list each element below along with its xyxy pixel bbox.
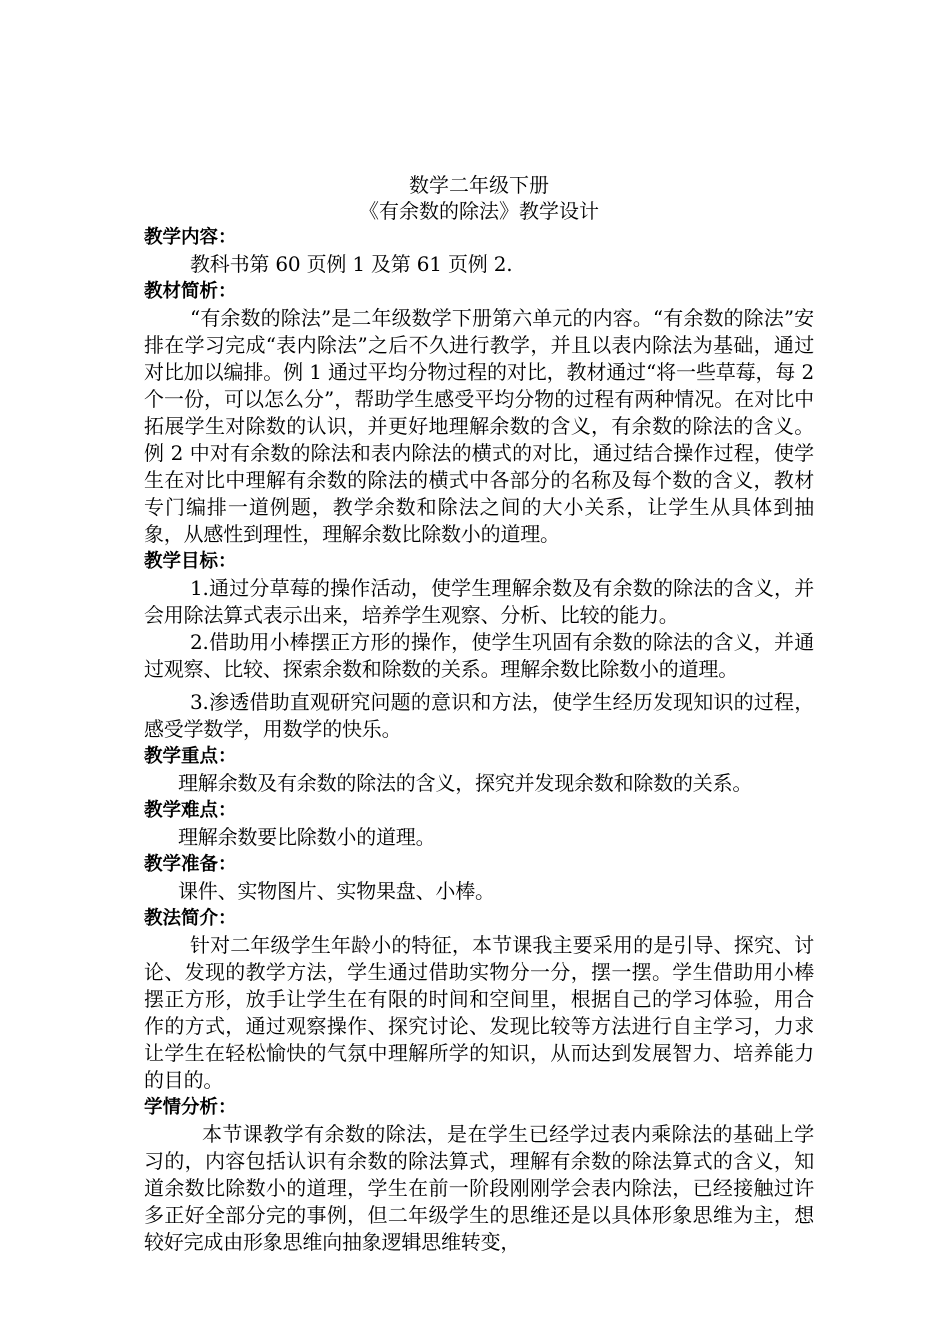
heading-method: 教法简介： — [144, 908, 237, 929]
goal-item-2: 2.借助用小棒摆正方形的操作，使学生巩固有余数的除法的含义，并通过观察、比较、探索余数和除数的关系。理解余数比除数小的道理。 — [144, 630, 814, 681]
analysis-text: “有余数的除法”是二年级数学下册第六单元的内容。“有余数的除法”安排在学习完成“表内除法”之后不久进行教学，并且以表内除法为基础，通过对比加以编排。例 1 通过平均分物过程的对比，教材通过“将一些草莓，每 2 个一份，可以怎么分”，帮助学生感受平均分物的过程有两种情况。在对比中拓展学生对除数的认识，并更好地理解余数的含义，有余数的除法的含义。例 2 中对有余数的除法和表内除法的横式的对比，通过结合操作过程，使学生在对比中理解有余数的除法的横式中各部分的名称及每个数的含义，教材专门编排一道例题，教学余数和除法之间的大小关系，让学生从具体到抽象，从感性到理性，理解余数比除数小的道理。 — [144, 306, 814, 546]
key-points-text: 理解余数及有余数的除法的含义，探究并发现余数和除数的关系。 — [178, 771, 753, 795]
goal-item-1: 1.通过分草莓的操作活动，使学生理解余数及有余数的除法的含义，并会用除法算式表示出来，培养学生观察、分析、比较的能力。 — [144, 576, 814, 627]
document-page — [144, 172, 814, 1256]
students-text: 本节课教学有余数的除法，是在学生已经学过表内乘除法的基础上学习的，内容包括认识有余数的除法算式，理解有余数的除法算式的含义，知道余数比除数小的道理，学生在前一阶段刚刚学会表内除法，已经接触过许多正好全部分完的事例，但二年级学生的思维还是以具体形象思维为主，想较好完成由形象思维向抽象逻辑思维转变， — [144, 1122, 814, 1254]
heading-goals: 教学目标： — [144, 551, 237, 572]
method-text: 针对二年级学生年龄小的特征，本节课我主要采用的是引导、探究、讨论、发现的教学方法，学生通过借助实物分一分，摆一摆。学生借助用小棒摆正方形，放手让学生在有限的时间和空间里，根据自己的学习体验，用合作的方式，通过观察操作、探究讨论、发现比较等方法进行自主学习，力求让学生在轻松愉快的气氛中理解所学的知识，从而达到发展智力、培养能力的目的。 — [144, 933, 814, 1092]
heading-key-points: 教学重点： — [144, 746, 237, 767]
heading-content: 教学内容： — [144, 227, 237, 248]
content-text: 教科书第 60 页例 1 及第 61 页例 2. — [190, 252, 513, 276]
heading-students: 学情分析： — [144, 1097, 237, 1118]
heading-analysis: 教材简析： — [144, 281, 237, 302]
goal-item-3: 3.渗透借助直观研究问题的意识和方法，使学生经历发现知识的过程，感受学数学，用数学的快乐。 — [144, 690, 814, 741]
difficulties-text: 理解余数要比除数小的道理。 — [178, 825, 436, 849]
preparation-text: 课件、实物图片、实物果盘、小棒。 — [178, 879, 495, 903]
heading-preparation: 教学准备： — [144, 854, 237, 875]
doc-title-line1: 数学二年级下册 — [409, 173, 549, 197]
doc-title-line2: 《有余数的除法》教学设计 — [359, 199, 599, 223]
heading-difficulties: 教学难点： — [144, 800, 237, 821]
